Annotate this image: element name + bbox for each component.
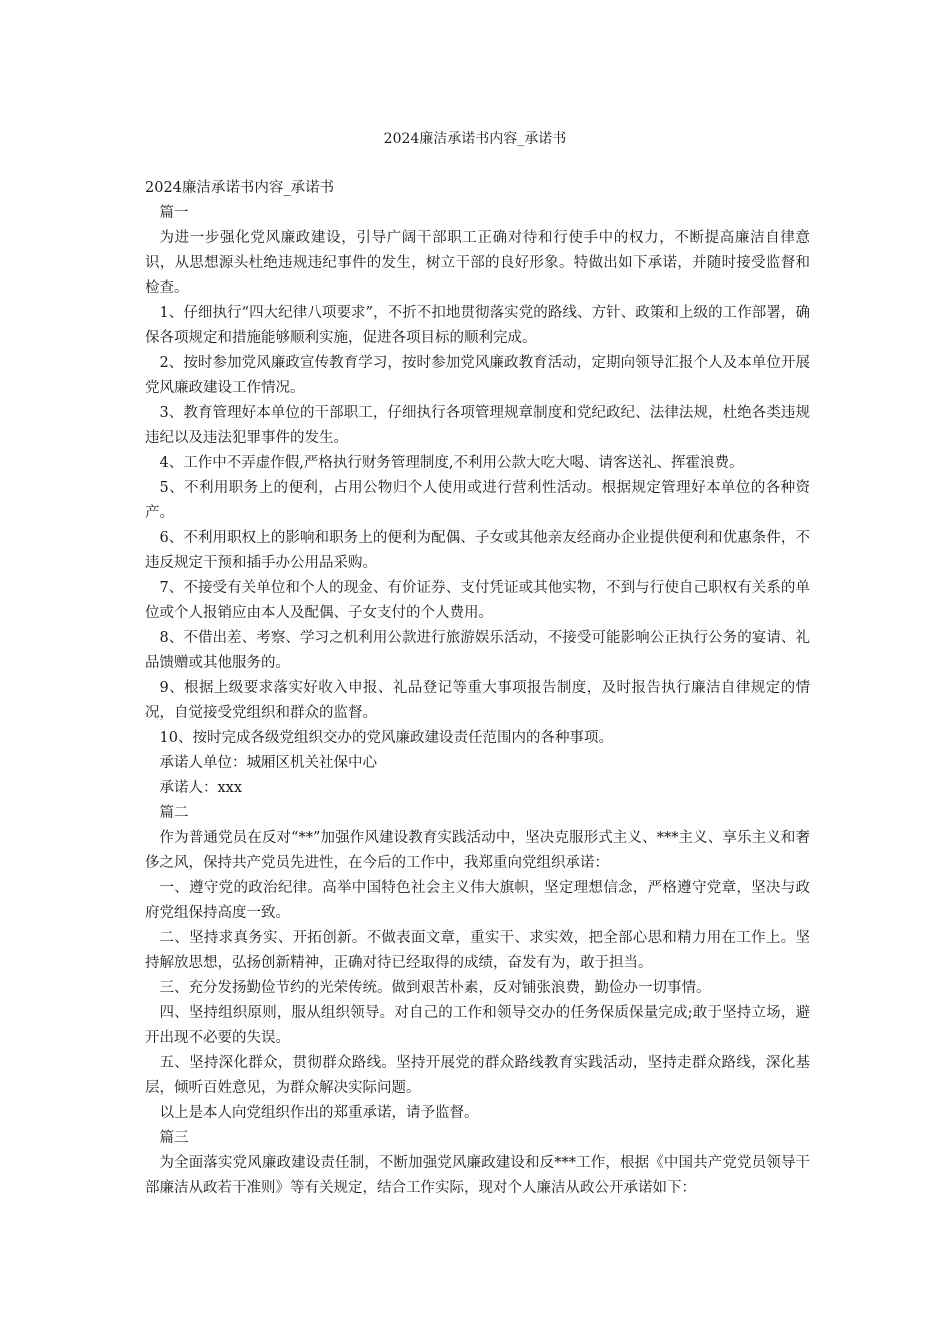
paragraph: 二、坚持求真务实、开拓创新。不做表面文章，重实干、求实效，把全部心思和精力用在工作上。坚持解放思想，弘扬创新精神，正确对待已经取得的成绩，奋发有为，敢于担当。 [145, 930, 810, 971]
paragraph: 为进一步强化党风廉政建设，引导广阔干部职工正确对待和行使手中的权力，不断提高廉洁自律意识，从思想源头杜绝违规违纪事件的发生，树立干部的良好形象。特做出如下承诺，并随时接受监督和检查。 [145, 230, 810, 296]
paragraph: 5、不利用职务上的便利，占用公物归个人使用或进行营利性活动。根据规定管理好本单位的各种资产。 [145, 480, 810, 521]
document-body [145, 176, 810, 1201]
paragraph: 一、遵守党的政治纪律。高举中国特色社会主义伟大旗帜，坚定理想信念，严格遵守党章，坚决与政府党组保持高度一致。 [145, 880, 810, 921]
paragraph: 作为普通党员在反对“**”加强作风建设教育实践活动中，坚决克服形式主义、***主义、享乐主义和奢侈之风，保持共产党员先进性，在今后的工作中，我郑重向党组织承诺： [145, 830, 810, 871]
paragraph: 承诺人单位：城厢区机关社保中心 [159, 755, 377, 771]
document-heading: 2024廉洁承诺书内容_承诺书 [145, 180, 335, 196]
paragraph: 2、按时参加党风廉政宣传教育学习，按时参加党风廉政教育活动，定期向领导汇报个人及本单位开展党风廉政建设工作情况。 [145, 355, 810, 396]
paragraph: 五、坚持深化群众，贯彻群众路线。坚持开展党的群众路线教育实践活动，坚持走群众路线，深化基层，倾听百姓意见，为群众解决实际问题。 [145, 1055, 810, 1096]
paragraph: 篇三 [159, 1130, 189, 1146]
document-title: 2024廉洁承诺书内容_承诺书 [383, 131, 567, 147]
paragraph: 3、教育管理好本单位的干部职工，仔细执行各项管理规章制度和党纪政纪、法律法规，杜绝各类违规违纪以及违法犯罪事件的发生。 [145, 405, 810, 446]
paragraph: 6、不利用职权上的影响和职务上的便利为配偶、子女或其他亲友经商办企业提供便利和优惠条件，不违反规定干预和插手办公用品采购。 [145, 530, 810, 571]
paragraph: 10、按时完成各级党组织交办的党风廉政建设责任范围内的各种事项。 [159, 730, 613, 746]
paragraph: 4、工作中不弄虚作假,严格执行财务管理制度,不利用公款大吃大喝、请客送礼、挥霍浪费。 [159, 455, 744, 471]
paragraph: 篇一 [159, 205, 189, 221]
paragraph: 8、不借出差、考察、学习之机利用公款进行旅游娱乐活动，不接受可能影响公正执行公务的宴请、礼品馈赠或其他服务的。 [145, 630, 810, 671]
paragraph: 以上是本人向党组织作出的郑重承诺，请予监督。 [159, 1105, 479, 1121]
paragraph: 9、根据上级要求落实好收入申报、礼品登记等重大事项报告制度，及时报告执行廉洁自律规定的情况，自觉接受党组织和群众的监督。 [145, 680, 810, 721]
paragraph: 三、充分发扬勤俭节约的光荣传统。做到艰苦朴素，反对铺张浪费，勤俭办一切事情。 [159, 980, 711, 996]
paragraph: 为全面落实党风廉政建设责任制，不断加强党风廉政建设和反***工作，根据《中国共产党党员领导干部廉洁从政若干准则》等有关规定，结合工作实际，现对个人廉洁从政公开承诺如下： [145, 1155, 810, 1196]
paragraph: 篇二 [159, 805, 189, 821]
paragraph: 1、仔细执行“四大纪律八项要求”，不折不扣地贯彻落实党的路线、方针、政策和上级的工作部署，确保各项规定和措施能够顺利实施，促进各项目标的顺利完成。 [145, 305, 810, 346]
paragraph: 7、不接受有关单位和个人的现金、有价证券、支付凭证或其他实物，不到与行使自己职权有关系的单位或个人报销应由本人及配偶、子女支付的个人费用。 [145, 580, 810, 621]
paragraph: 承诺人：xxx [159, 780, 243, 796]
paragraph: 四、坚持组织原则，服从组织领导。对自己的工作和领导交办的任务保质保量完成;敢于坚持立场，避开出现不必要的失误。 [145, 1005, 810, 1046]
